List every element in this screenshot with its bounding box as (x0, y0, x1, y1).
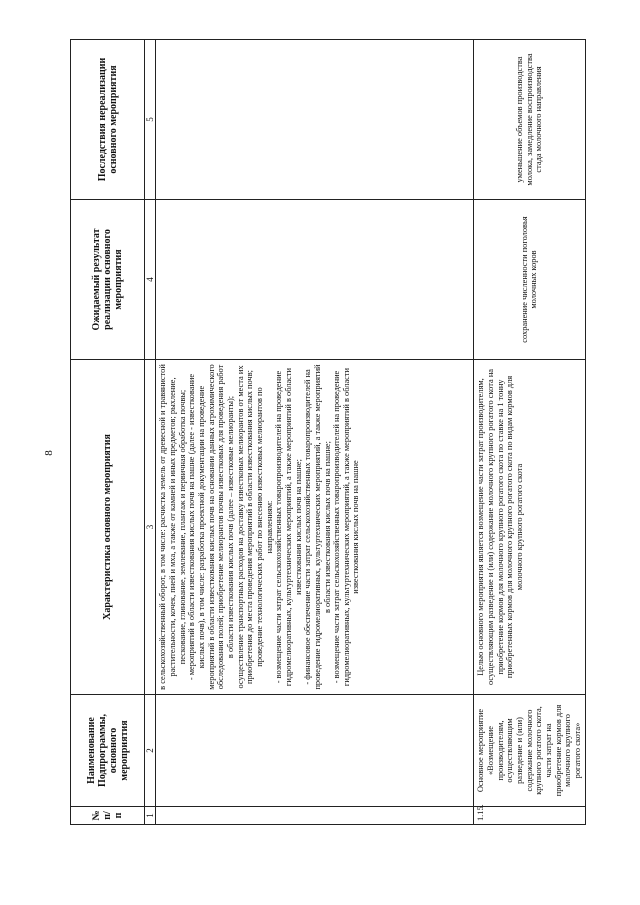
row1-name (156, 695, 474, 807)
col-number: 1 (145, 807, 156, 825)
row1-num (156, 807, 474, 825)
row2-description: Целью основного мероприятия является возмещение части затрат производителям, осуществляющим разведение и (или) содержание молочного крупного рогатого скота на приобретение кормов для молочного крупного рогатого скота по ставке на 1 тонну приобретенных кормов для молочного крупного рогатого скота по видам кормов для молочного крупного рогатого скота (474, 360, 585, 695)
desc-paragraph: - финансовое обеспечение части затрат сельскохозяйственных товаропроизводителей на проведение гидромелиоративных, культуртехнических мероприятий, а также мероприятий в области известкования кислых почв на пашне; (303, 364, 332, 690)
row2-consequence: уменьшение объемов производства молока, замедление воспроизводства стада молочного направления (474, 40, 585, 200)
header-description: Характеристика основного мероприятия (71, 360, 145, 695)
header-consequence: Последствия нереализации основного мероприятия (71, 40, 145, 200)
col-number: 4 (145, 200, 156, 360)
col-number: 3 (145, 360, 156, 695)
measures-table (70, 39, 586, 825)
desc-paragraph: осуществление транспортных расходов на доставку известковых мелиорантов от места их приобретения до места проведения мероприятий в области известкования кислых почв; проведение технологических работ по внесению известковых мелиорантов по направлениям: (235, 365, 274, 689)
header-result: Ожидаемый результат реализации основного мероприятия (71, 200, 145, 360)
col-number: 2 (145, 695, 156, 807)
row2-num: 1.15. (474, 807, 585, 825)
desc-paragraph: - мероприятий в области известкования кислых почв на пашне (далее - известкование кислых почв), в том числе: разработка проектной документации на проведение мероприятий в области известкования кислых почв на основании данных агрохимического обследования полей; приобретение мелиорантов почвы известковых для проведения работ в области известкования кислых почв (далее – известковые мелиоранты); (187, 364, 235, 690)
header-name: Наименование Подпрограммы, основного мероприятия (71, 695, 145, 807)
header-num: № п/п (71, 807, 145, 825)
page-number: 8 (43, 450, 55, 456)
row2-result: сохранение численности поголовья молочных коров (474, 200, 585, 360)
table-row (474, 40, 585, 825)
row1-result (156, 200, 474, 360)
table-row (156, 40, 474, 825)
desc-paragraph: - возмещение части затрат сельскохозяйственных товаропроизводителей на проведение гидромелиоративных, культуртехнических мероприятий, а также мероприятий в области известкования кислых почв на пашне (332, 367, 361, 687)
row2-name: Основное мероприятие «Возмещение производителям, осуществляющим разведение и (или) содержание молочного крупного рогатого скота, части затрат на приобретение кормов для молочного крупного рогатого скота» (474, 695, 585, 807)
col-number: 5 (145, 40, 156, 200)
table-sheet (70, 40, 585, 825)
row1-consequence (156, 40, 474, 200)
row1-description (156, 360, 474, 695)
rotated-page (70, 40, 585, 825)
desc-paragraph: в сельскохозяйственный оборот, в том числе: расчистка земель от древесной и травянистой растительности, кочек, пней и мха, а также от камней и иных предметов; рыхление, пескование, глинование, землевание, плантаж и первичная обработка почвы; (158, 364, 187, 690)
desc-paragraph: - возмещение части затрат сельскохозяйственных товаропроизводителей на проведение гидромелиоративных, культуртехнических мероприятий, а также мероприятий в области известкования кислых почв на пашне; (274, 367, 303, 687)
